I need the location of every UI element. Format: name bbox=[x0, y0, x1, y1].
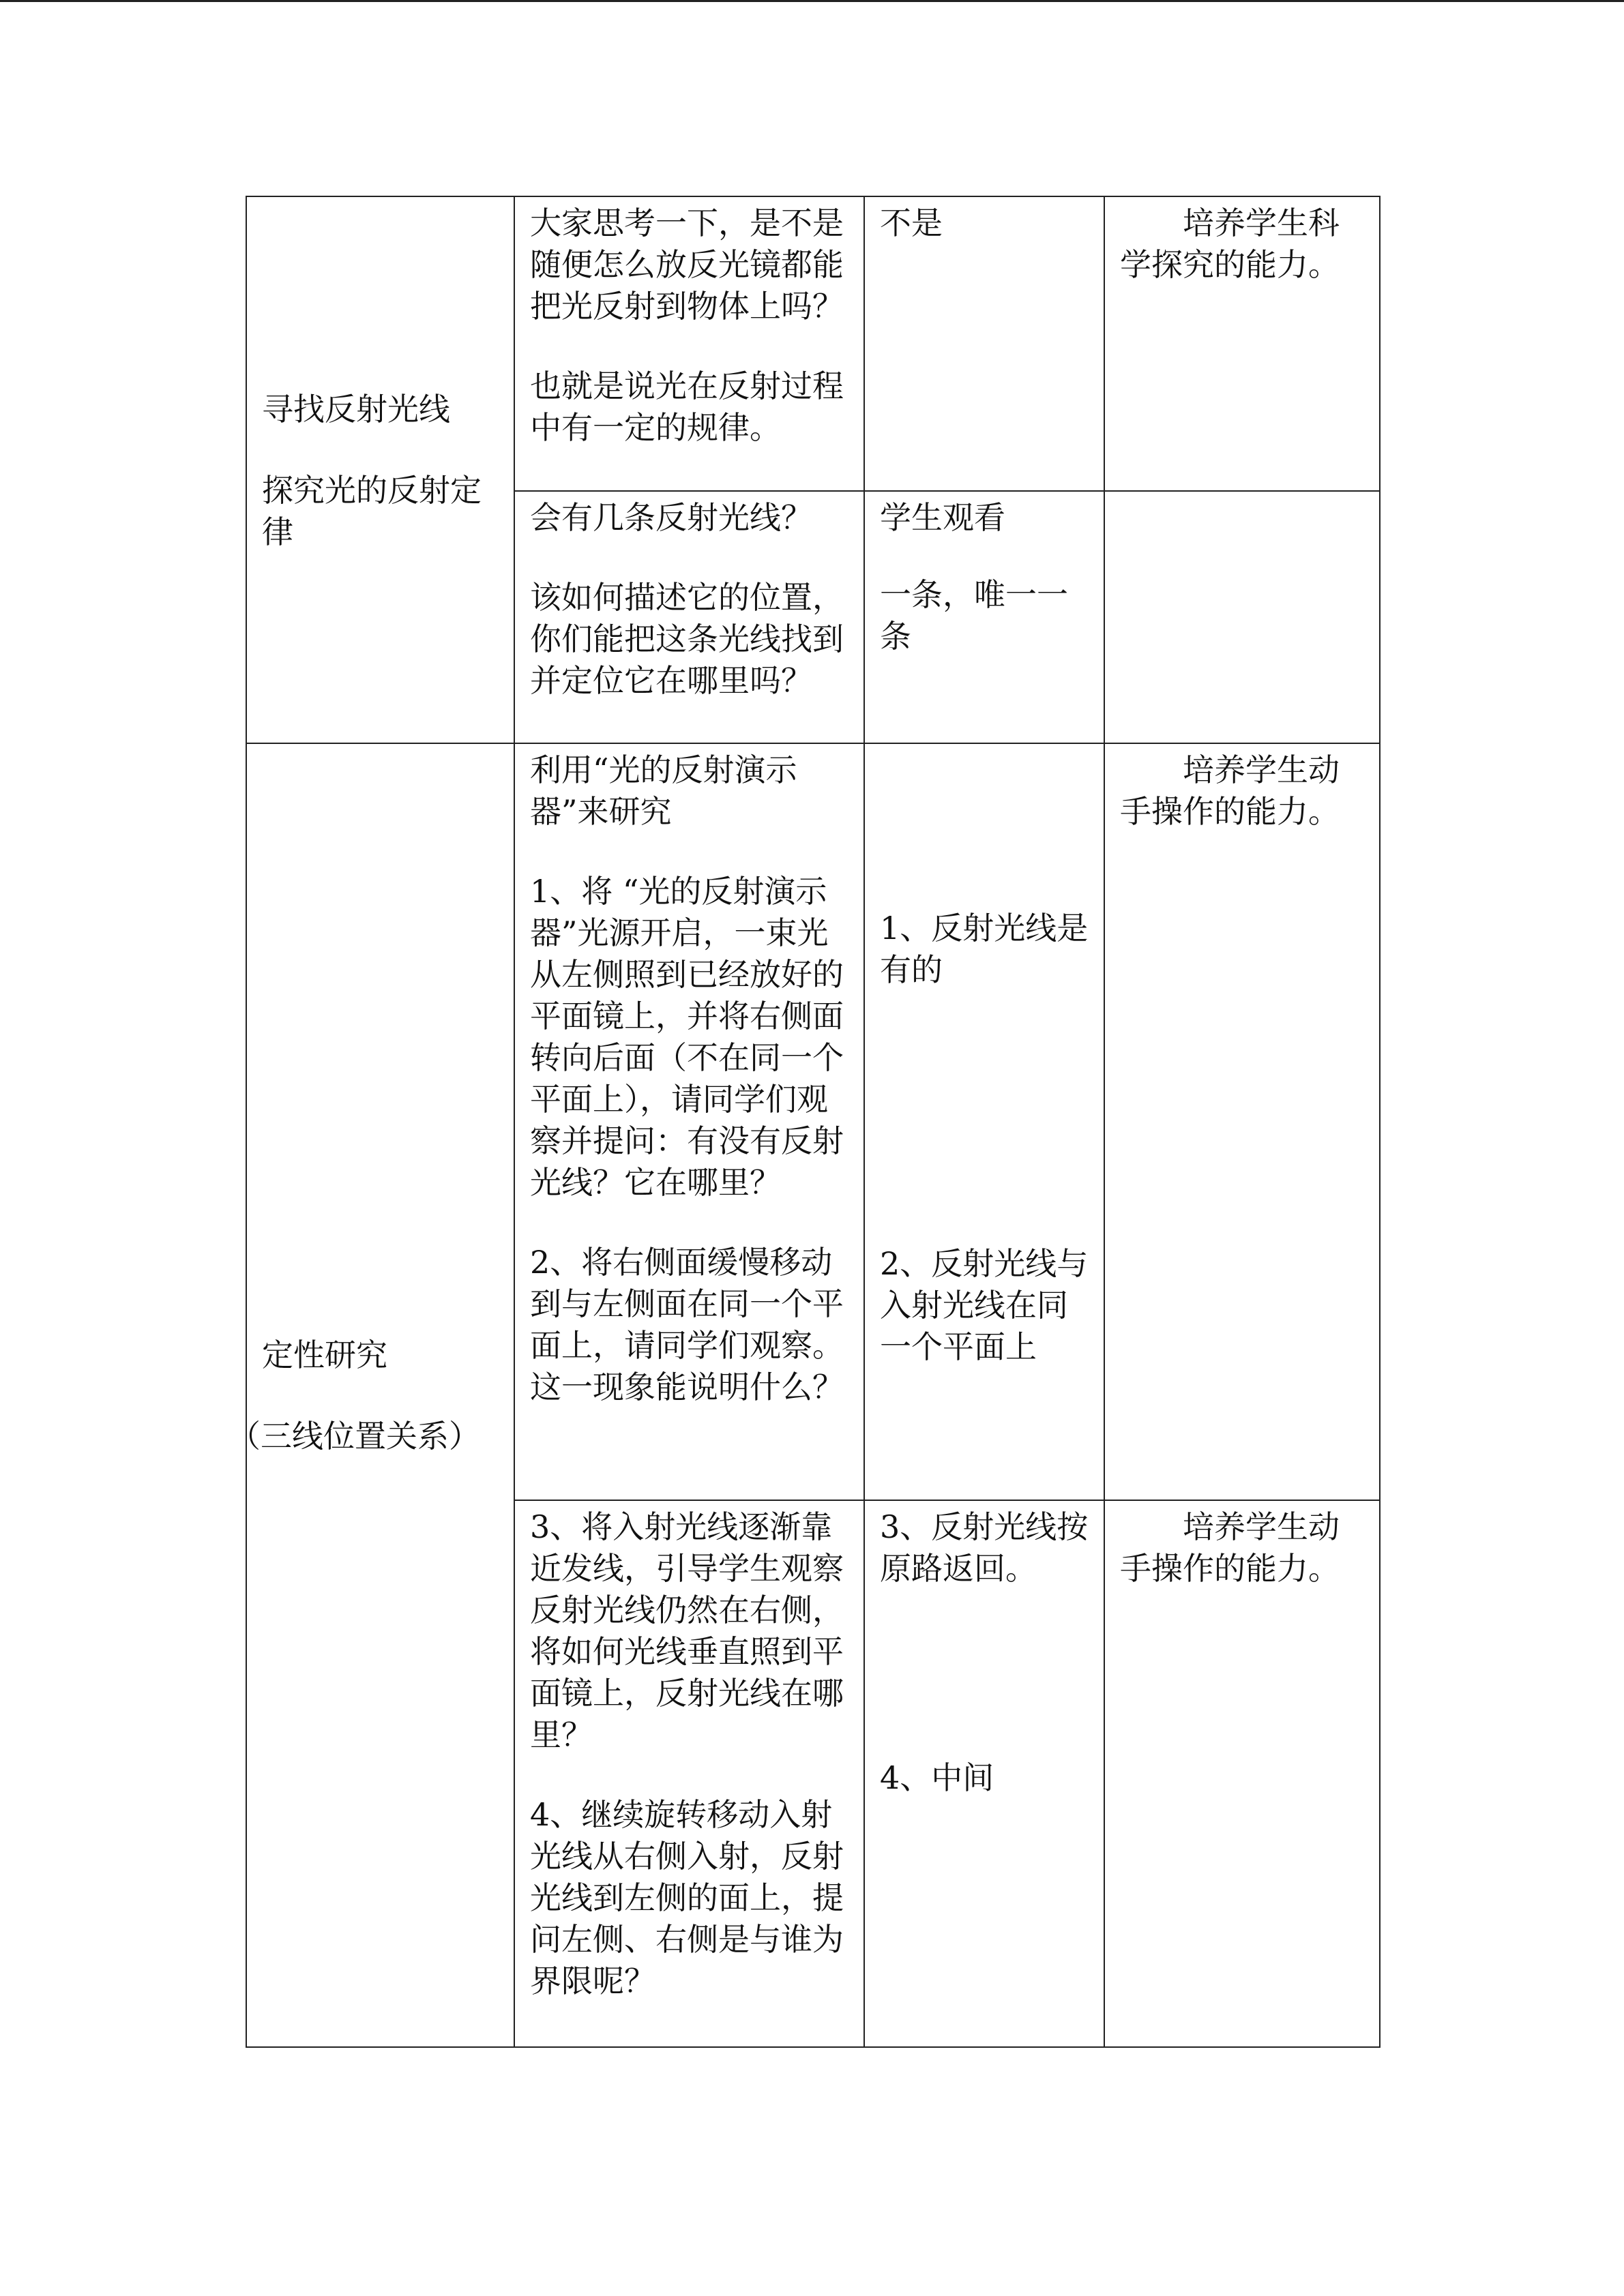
purpose-text: 培养学生动手操作的能力。 bbox=[1120, 751, 1340, 830]
purpose-text: 培养学生动手操作的能力。 bbox=[1120, 1508, 1340, 1587]
student-text: 1、反射光线是有的 bbox=[880, 910, 1089, 988]
purpose-text: 培养学生科学探究的能力。 bbox=[1120, 205, 1340, 283]
teacher-activity-cell bbox=[514, 196, 864, 491]
purpose-cell bbox=[1104, 196, 1380, 491]
purpose-cell bbox=[1104, 1500, 1380, 2047]
stage-subtitle: （三线位置关系） bbox=[229, 1418, 480, 1455]
student-text: 4、中间 bbox=[880, 1759, 994, 1796]
stage-cell-2 bbox=[229, 743, 514, 2047]
teacher-text: 会有几条反射光线？ bbox=[530, 499, 812, 536]
teacher-activity-cell bbox=[514, 491, 864, 743]
table-row bbox=[246, 196, 1380, 491]
student-text: 学生观看 bbox=[880, 499, 1005, 536]
teacher-text: 也就是说光在反射过程中有一定的规律。 bbox=[530, 368, 844, 446]
lesson-plan-table bbox=[229, 196, 1381, 2048]
purpose-cell bbox=[1104, 491, 1380, 743]
student-activity-cell bbox=[864, 743, 1104, 1500]
student-activity-cell bbox=[864, 1500, 1104, 2047]
page-top-border bbox=[0, 0, 1624, 2]
student-text: 一条，唯一一条 bbox=[880, 576, 1068, 655]
teacher-activity-cell bbox=[514, 1500, 864, 2047]
teacher-text: 1、将 “光的反射演示器”光源开启，一束光从左侧照到已经放好的平面镜上，并将右侧面转向后面（不在同一个平面上），请同学们观察并提问：有没有反射光线？它在哪里？ bbox=[530, 873, 844, 1201]
teacher-text: 3、将入射光线逐渐靠近发线，引导学生观察反射光线仍然在右侧，将如何光线垂直照到平面镜上，反射光线在哪里？ bbox=[530, 1508, 844, 1753]
student-activity-cell bbox=[864, 196, 1104, 491]
teacher-text: 大家思考一下，是不是随便怎么放反光镜都能把光反射到物体上吗？ bbox=[530, 205, 844, 325]
teacher-text: 2、将右侧面缓慢移动到与左侧面在同一个平面上，请同学们观察。这一现象能说明什么？ bbox=[530, 1244, 844, 1405]
student-text: 3、反射光线按原路返回。 bbox=[880, 1508, 1089, 1587]
teacher-text: 利用“光的反射演示器”来研究 bbox=[530, 751, 797, 830]
table-row bbox=[246, 743, 1380, 1500]
student-activity-cell bbox=[864, 491, 1104, 743]
purpose-cell bbox=[1104, 743, 1380, 1500]
student-text: 2、反射光线与入射光线在同一个平面上 bbox=[880, 1245, 1089, 1365]
teacher-activity-cell bbox=[514, 743, 864, 1500]
teacher-text: 4、继续旋转移动入射光线从右侧入射，反射光线到左侧的面上，提问左侧、右侧是与谁为界限呢？ bbox=[530, 1796, 844, 1999]
stage-subtitle: 探究光的反射定律 bbox=[262, 471, 482, 550]
stage-cell-1 bbox=[246, 196, 514, 743]
stage-title: 定性研究 bbox=[262, 1337, 387, 1373]
stage-title: 寻找反射光线 bbox=[262, 390, 450, 428]
student-text: 不是 bbox=[880, 205, 943, 241]
teacher-text: 该如何描述它的位置，你们能把这条光线找到并定位它在哪里吗？ bbox=[530, 579, 844, 699]
